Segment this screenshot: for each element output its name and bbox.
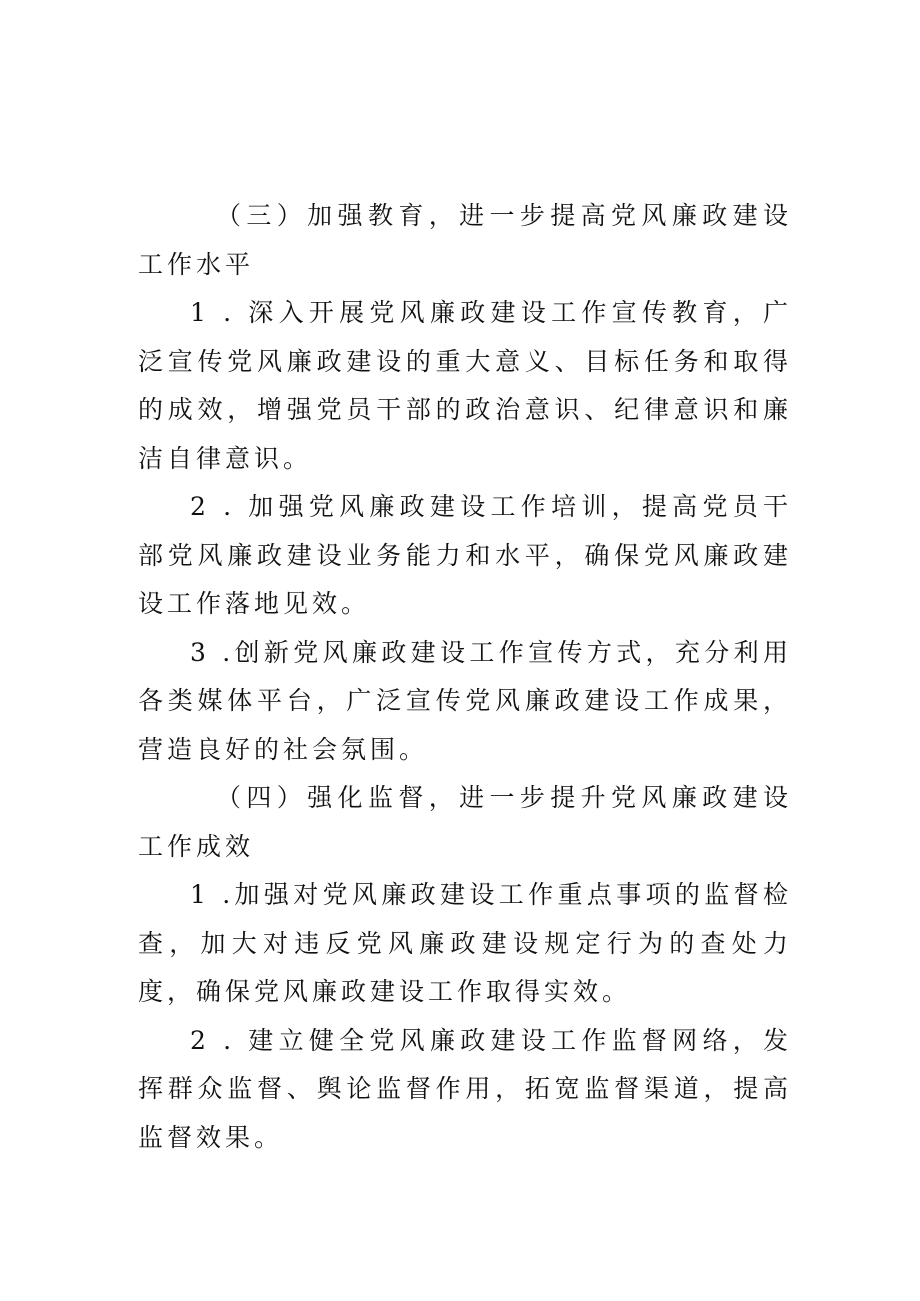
paragraph-3-3: 3 .创新党风廉政建设工作宣传方式，充分利用各类媒体平台，广泛宣传党风廉政建设工作成果，营造良好的社会氛围。 [138,637,792,764]
paragraph-4-2: 2 . 建立健全党风廉政建设工作监督网络，发挥群众监督、舆论监督作用，拓宽监督渠道，提高监督效果。 [138,1025,792,1152]
paragraph-3-1: 1 . 深入开展党风廉政建设工作宣传教育，广泛宣传党风廉政建设的重大意义、目标任务和取得的成效，增强党员干部的政治意识、纪律意识和廉洁自律意识。 [138,298,792,473]
section-heading-4: （四）强化监督，进一步提升党风廉政建设工作成效 [138,783,792,861]
section-heading-3: （三）加强教育，进一步提高党风廉政建设工作水平 [138,201,792,279]
document-body [138,192,792,1162]
paragraph-3-2: 2 . 加强党风廉政建设工作培训，提高党员干部党风廉政建设业务能力和水平，确保党风廉政建设工作落地见效。 [138,492,792,618]
paragraph-4-1: 1 .加强对党风廉政建设工作重点事项的监督检查，加大对违反党风廉政建设规定行为的查处力度，确保党风廉政建设工作取得实效。 [138,880,792,1006]
